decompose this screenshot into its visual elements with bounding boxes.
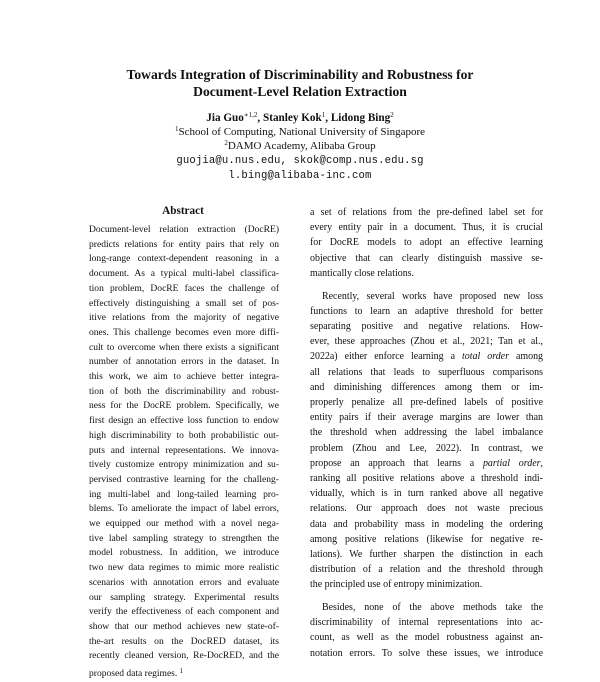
text-line: ones. This challenge becomes even more diffi- [89, 326, 279, 338]
text-line: count, as well as the model robustness against an- [310, 632, 543, 644]
text-line: the threshold when addressing the label imbalance [310, 427, 543, 439]
text-line: we equipped our method with a novel nega- [89, 518, 279, 530]
text-line: the principled use of entropy minimization. [310, 579, 483, 591]
author-name: Jia Guo [206, 112, 244, 124]
text-line: every entity pair in a document. Thus, it is crucial [310, 222, 543, 234]
affiliation-2 [60, 139, 540, 153]
text-line: number of annotation errors in the dataset. In [89, 356, 279, 368]
text-line: itive relations from the majority of negative [89, 312, 279, 324]
text-line: Besides, none of the above methods take the [322, 602, 543, 614]
text-line: tion problem, DocRE faces the challenge of [89, 282, 279, 294]
text-line: ever, these approaches (Zhou et al., 2021; Tan et al., [310, 336, 543, 348]
intro-paragraph-2 [310, 289, 543, 593]
affiliation-text: School of Computing, National University of Singapore [178, 126, 426, 138]
text-line: and diminishing differences among them or im- [310, 381, 543, 393]
text-line: high discriminability to both probabilistic out- [89, 429, 279, 441]
text-line: this work, we aim to achieve better integra- [89, 371, 279, 383]
text-line: model robustness. In addition, we introduce [89, 547, 279, 559]
text-line: cult to overcome when there exists a significant [89, 341, 279, 353]
author-affiliation-mark: 2 [390, 111, 394, 119]
text-line: blems. To ameliorate the impact of label errors, [89, 503, 279, 515]
text-line: separating positive and negative relations. How- [310, 320, 543, 332]
author-affiliation-mark: 1 [321, 111, 326, 119]
author-list: Jia Guo$^{∗1,2}$, Stanley Kok$^1$, Lidong Bing$^2$ [206, 111, 394, 124]
affiliation-text: DAMO Academy, Alibaba Group [227, 140, 376, 152]
text-line: entity pairs if their average margins are lower than [310, 412, 543, 424]
intro-paragraph-1 [310, 205, 543, 281]
affiliation-mark: 1 [174, 125, 179, 133]
text-line: recently cleaned version, Re-DocRED, and the [89, 650, 279, 662]
text-line: among positive relations (likewise for negative re- [310, 533, 543, 545]
text-line: vidually, which is in turn ranked above all negative [310, 488, 543, 500]
text-line: our sampling strategy. Experimental results [89, 591, 279, 603]
text-line: propose an approach that learns a partial order, [310, 457, 543, 469]
text-line: for DocRE models to adopt an effective learning [310, 237, 543, 249]
text-line: tive label sampling strategy to strengthen the [89, 532, 279, 544]
text-line: two new data regimes to mimic more realistic [89, 562, 279, 574]
text-line: puts and internal representations. We innova- [89, 444, 279, 456]
text-line: pervised contrastive learning for the challeng- [89, 473, 279, 485]
text-line: objective that can clearly distinguish massive se- [310, 252, 543, 264]
text-line: first design an effective loss function to endow [89, 415, 279, 427]
text-line: tion of both the discriminability and robust- [89, 385, 279, 397]
text-line: effectively distinguishing a small set of pos- [89, 297, 279, 309]
text-line: functions to learn an adaptive threshold for better [310, 305, 543, 317]
text-line: ranking all positive relations above a threshold indi- [310, 472, 543, 484]
text-line: discriminability of internal representations into ac- [310, 617, 543, 629]
footnote-marker: 1 [179, 667, 184, 676]
author-emails-line-2: l.bing@alibaba-inc.com [228, 170, 372, 182]
emphasis: total order [462, 351, 509, 363]
title-line-2: Document-Level Relation Extraction [193, 84, 407, 99]
text-line: the-art results on the DocRED dataset, its [89, 635, 279, 647]
text-line: long-range context-dependent reasoning in a [89, 253, 279, 265]
affiliation-1 [60, 125, 540, 139]
text-line: properly penalize all pre-defined labels of positive [310, 396, 543, 408]
text-line: proposed data regimes. [89, 668, 178, 680]
author-affiliation-mark: ∗1,2 [243, 111, 258, 119]
text-line: relations. Our approach does not waste precious [310, 503, 543, 515]
text-line: show that our method achieves new state-of- [89, 620, 279, 632]
abstract-heading: Abstract [162, 205, 204, 217]
text-line: Document-level relation extraction (DocRE) [89, 224, 279, 235]
affiliation-mark: 2 [224, 139, 228, 147]
intro-paragraph-3 [310, 600, 543, 661]
text-line: scenarios with annotation errors and evaluate [89, 576, 279, 588]
text-line: data and probability mass in modeling the ordering [310, 518, 543, 530]
emphasis: partial order [482, 457, 541, 469]
text-line: tively customize entropy minimization and su- [89, 459, 279, 471]
author-name: Stanley Kok [263, 112, 322, 124]
text-line: all relations that leads to superfluous comparisons [310, 366, 543, 378]
text-line: 2022a) either enforce learning a total order among [310, 351, 544, 363]
text-line: problem (Zhou and Lee, 2022). In contrast, we [310, 442, 543, 454]
text-line: Recently, several works have proposed new loss [322, 290, 543, 302]
text-line: lations). We further sharpen the distinction in each [310, 548, 543, 560]
title-line-1: Towards Integration of Discriminability and Robustness for [126, 67, 474, 82]
text-line: mantically close relations. [310, 267, 415, 279]
text-line: predicts relations for entity pairs that rely on [89, 238, 279, 250]
text-line-with-footnote [89, 664, 279, 682]
text-line: notation errors. To solve these issues, we introduce [310, 647, 543, 659]
text-line: a set of relations from the pre-defined label set for [310, 207, 543, 218]
introduction-column [310, 205, 543, 661]
text-line: distribution of a relation and the threshold through [310, 564, 543, 576]
text-line: ness for the DocRE problem. Specifically, we [89, 400, 279, 412]
author-emails-line-1: guojia@u.nus.edu, skok@comp.nus.edu.sg [176, 155, 424, 167]
text-line: ing multi-label and long-tailed learning pro- [89, 488, 279, 500]
text-line: document. As a typical multi-label classifica- [89, 268, 279, 280]
abstract-body [89, 223, 279, 682]
text-line: verify the effectiveness of each component and [89, 606, 279, 618]
author-name: Lidong Bing [330, 112, 391, 124]
paper-title [60, 66, 540, 100]
